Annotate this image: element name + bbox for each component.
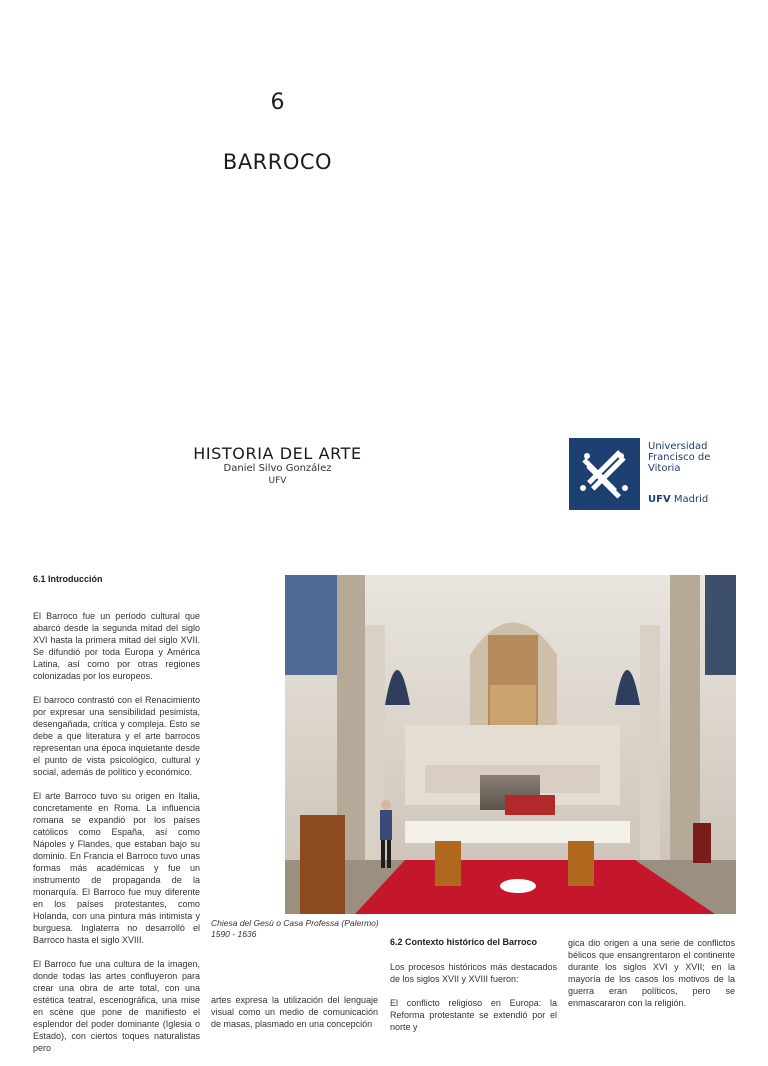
- church-photo: [285, 575, 736, 914]
- paragraph: Los procesos históricos más destacados de los siglos XVII y XVIII fueron:: [390, 962, 557, 984]
- section-1-body: [33, 610, 200, 1066]
- paragraph: artes expresa la utilización del lenguaje visual como un medio de comunicación de masas, plasmado en una concepción: [211, 995, 378, 1029]
- logo-sub-bold: UFV: [648, 494, 671, 505]
- column-4-body: [568, 937, 735, 1021]
- university-campus: [648, 494, 708, 505]
- university-logo-icon: [569, 438, 640, 510]
- book-title: HISTORIA DEL ARTE: [193, 444, 362, 463]
- column-2-body: [211, 994, 378, 1042]
- section-2-body: [390, 961, 557, 1045]
- chapter-title: BARROCO: [222, 150, 333, 174]
- caption-line-2: 1590 - 1636: [211, 929, 257, 939]
- logo-line-1: Universidad: [648, 441, 708, 452]
- book-author: Daniel Silvo González: [223, 463, 332, 474]
- paragraph: El arte Barroco tuvo su origen en Italia, concretamente en Roma. La influencia romana se expandió por los países católicos como España, así como Nápoles y Flandes, que estaban bajo su dominio. En Francia el Barroco tuvo unas formas más académicas y fue un instrumento de propaganda de la monarquía. El Barroco fue muy diferente en los países protestantes, como Holanda, con una pintura más intimista y burguesa. Inglaterra no desarrolló el Barroco hasta el siglo XVIII.: [33, 791, 200, 945]
- caption-line-1: Chiesa del Gesù o Casa Professa (Palermo): [211, 918, 379, 928]
- book-org: UFV: [268, 476, 287, 486]
- logo-line-3: Vitoria: [648, 463, 681, 474]
- section-1-heading: 6.1 Introducción: [33, 574, 103, 584]
- paragraph: El conflicto religioso en Europa: la Reforma protestante se extendió por el norte y: [390, 998, 557, 1032]
- paragraph: El barroco contrastó con el Renacimiento por expresar una sensibilidad pesimista, desengañada, crítica y compleja. Esto se debe a que literatura y el arte barrocos representan una época inquietante desde el punto de vista psicológico, cultural y social, además de político y económico.: [33, 695, 200, 777]
- logo-line-2: Francisco de: [648, 452, 711, 463]
- photo-caption: [211, 918, 386, 940]
- logo-sub-rest: Madrid: [670, 494, 709, 505]
- paragraph: El Barroco fue una cultura de la imagen, donde todas las artes confluyeron para crear una obra de arte total, con una estética teatral, escenográfica, una mise en scène que pone de manifiesto el esplendor del poder dominante (Iglesia o Estado), con ciertos toques naturalistas pero: [33, 959, 200, 1053]
- section-2-heading: 6.2 Contexto histórico del Barroco: [390, 937, 538, 947]
- chapter-number: 6: [270, 90, 285, 115]
- university-name: [648, 441, 758, 474]
- paragraph: gica dio origen a una serie de conflictos bélicos que ensangrentaron el continente durante los siglos XVI y XVII; en la mayoría de los casos los motivos de la guerra eran políticos, pero se enmascararon con la religión.: [568, 938, 735, 1008]
- paragraph: El Barroco fue un período cultural que abarcó desde la segunda mitad del siglo XVI hasta la primera mitad del siglo XVII. Se difundió por toda Europa y América Latina, así como por otras regiones colonizadas por los europeos.: [33, 611, 200, 681]
